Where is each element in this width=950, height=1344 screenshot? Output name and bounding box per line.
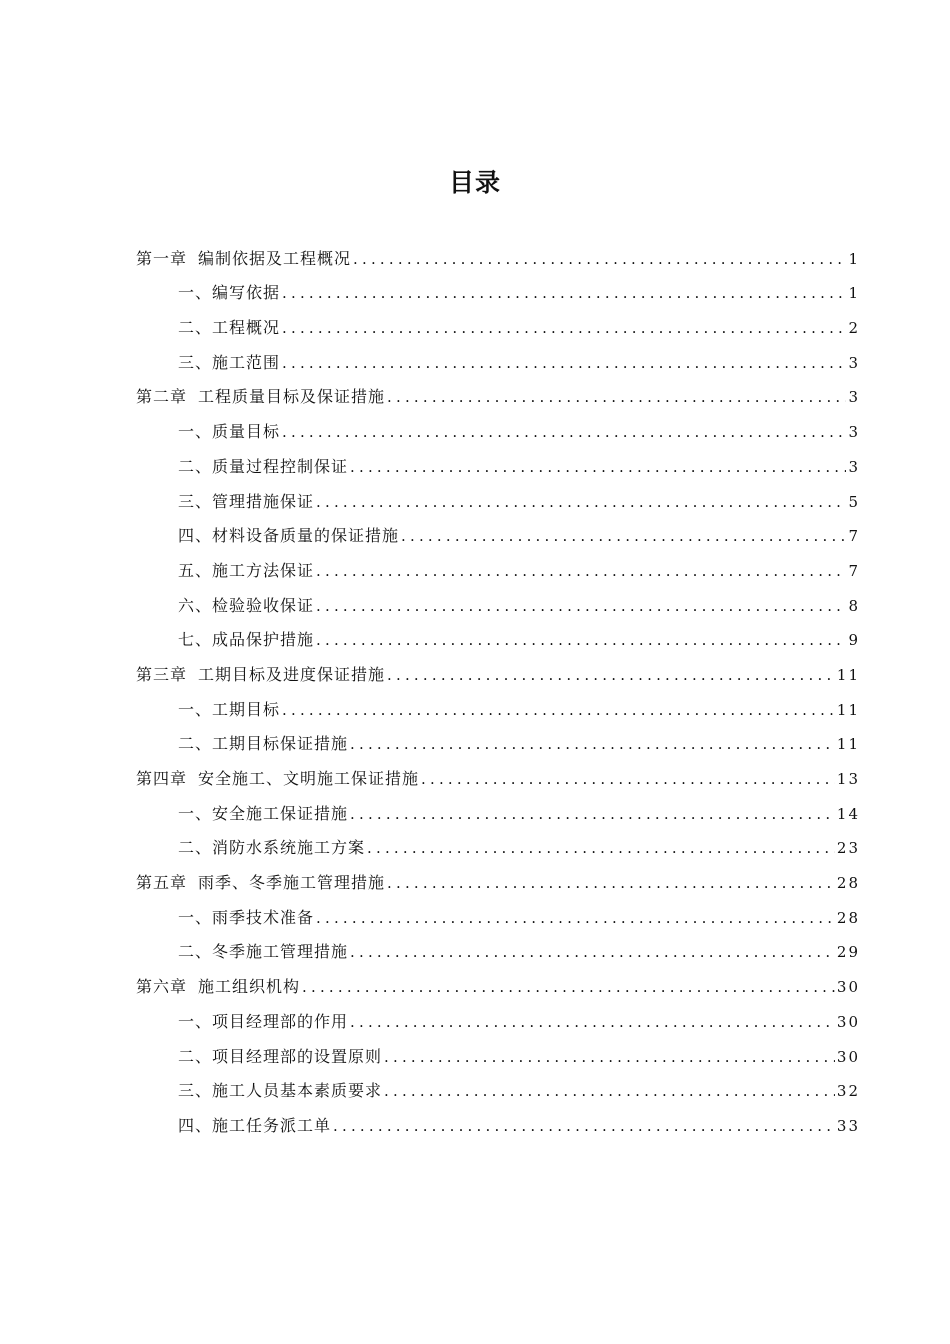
- toc-chapter-entry[interactable]: [136, 858, 858, 893]
- toc-entry-title: 二、冬季施工管理措施: [178, 942, 349, 962]
- toc-chapter-number: 第三章: [136, 664, 188, 684]
- toc-dot-leader: [333, 1116, 835, 1136]
- toc-dot-leader: [350, 942, 835, 962]
- toc-page-number: 7: [848, 527, 860, 546]
- toc-entry-label: [178, 283, 280, 303]
- toc-entry-title: 一、项目经理部的作用: [178, 1011, 349, 1031]
- toc-page-number: 8: [848, 596, 860, 615]
- toc-page-number: 23: [836, 839, 860, 858]
- toc-entry-label: [178, 353, 280, 373]
- toc-entry-label: [178, 700, 280, 720]
- toc-page-number: 28: [836, 874, 860, 893]
- toc-entry-title: 三、施工范围: [178, 352, 281, 372]
- toc-entry-title: 工程质量目标及保证措施: [198, 387, 386, 407]
- toc-entry-title: 三、管理措施保证: [178, 491, 315, 511]
- toc-section-entry[interactable]: [136, 269, 858, 304]
- toc-section-entry[interactable]: [136, 997, 858, 1032]
- toc-entry-label: [178, 838, 365, 858]
- toc-section-entry[interactable]: [136, 477, 858, 512]
- toc-entry-title: 工期目标及进度保证措施: [198, 664, 386, 684]
- toc-page-number: 30: [836, 1012, 860, 1031]
- toc-page-number: 30: [836, 1047, 860, 1066]
- toc-page-number: 14: [836, 804, 860, 823]
- toc-page-number: 33: [836, 1116, 860, 1135]
- toc-page-number: 1: [848, 284, 860, 303]
- toc-section-entry[interactable]: [136, 407, 858, 442]
- toc-dot-leader: [282, 422, 846, 442]
- toc-entry-title: 雨季、冬季施工管理措施: [198, 873, 386, 893]
- toc-entry-title: 六、检验验收保证: [178, 595, 315, 615]
- toc-entry-label: [136, 387, 385, 407]
- toc-entry-label: [178, 908, 314, 928]
- toc-dot-leader: [316, 596, 846, 616]
- toc-entry-label: [178, 942, 348, 962]
- toc-page-number: 13: [836, 770, 860, 788]
- toc-page-number: 11: [836, 665, 860, 684]
- toc-page-number: 30: [836, 978, 860, 997]
- toc-entry-label: [136, 665, 385, 685]
- toc-entry-label: [178, 630, 314, 650]
- toc-chapter-entry[interactable]: [136, 754, 858, 789]
- toc-dot-leader: [350, 457, 846, 477]
- toc-entry-label: [136, 977, 300, 997]
- toc-entry-title: 一、安全施工保证措施: [178, 803, 349, 823]
- toc-page-number: 28: [836, 908, 860, 927]
- toc-chapter-entry[interactable]: [136, 373, 858, 408]
- toc-page-number: 32: [836, 1082, 860, 1101]
- toc-entry-label: [178, 1116, 331, 1136]
- toc-dot-leader: [384, 1081, 835, 1101]
- toc-entry-title: 二、消防水系统施工方案: [178, 838, 366, 858]
- toc-page-number: 3: [848, 423, 860, 442]
- toc-section-entry[interactable]: [136, 616, 858, 651]
- toc-entry-label: [136, 249, 351, 269]
- toc-page-number: 3: [848, 353, 860, 372]
- toc-entry-title: 二、项目经理部的设置原则: [178, 1046, 383, 1066]
- toc-section-entry[interactable]: [136, 442, 858, 477]
- toc-dot-leader: [316, 630, 846, 650]
- toc-chapter-number: 第四章: [136, 769, 188, 788]
- toc-entry-label: [178, 804, 348, 824]
- toc-entry-title: 一、工期目标: [178, 699, 281, 719]
- toc-section-entry[interactable]: [136, 581, 858, 616]
- toc-section-entry[interactable]: [136, 1101, 858, 1136]
- toc-section-entry[interactable]: [136, 338, 858, 373]
- toc-entry-label: [178, 492, 314, 512]
- toc-dot-leader: [316, 908, 835, 928]
- toc-section-entry[interactable]: [136, 1032, 858, 1067]
- toc-section-entry[interactable]: [136, 546, 858, 581]
- toc-entry-title: 七、成品保护措施: [178, 630, 315, 650]
- toc-dot-leader: [316, 492, 846, 512]
- toc-dot-leader: [350, 734, 835, 754]
- toc-entry-label: [178, 526, 399, 546]
- toc-dot-leader: [282, 353, 846, 373]
- toc-section-entry[interactable]: [136, 789, 858, 824]
- toc-page-number: 1: [848, 249, 860, 268]
- toc-entry-label: [178, 318, 280, 338]
- toc-page-number: 3: [848, 388, 860, 407]
- toc-entry-label: [178, 422, 280, 442]
- toc-page-number: 5: [848, 492, 860, 511]
- toc-chapter-entry[interactable]: [136, 234, 858, 269]
- toc-dot-leader: [384, 1047, 835, 1067]
- toc-entry-label: [178, 1081, 382, 1101]
- toc-section-entry[interactable]: [136, 685, 858, 720]
- toc-chapter-entry[interactable]: [136, 962, 858, 997]
- toc-page-number: 3: [848, 457, 860, 476]
- toc-page-number: 7: [848, 561, 860, 580]
- toc-dot-leader: [350, 1012, 835, 1032]
- toc-dot-leader: [316, 561, 846, 581]
- toc-chapter-entry[interactable]: [136, 650, 858, 685]
- toc-section-entry[interactable]: [136, 893, 858, 928]
- toc-section-entry[interactable]: [136, 1067, 858, 1102]
- toc-dot-leader: [302, 977, 835, 997]
- toc-entry-label: [178, 596, 314, 616]
- toc-entry-title: 施工组织机构: [198, 977, 301, 997]
- toc-entry-label: [136, 769, 419, 789]
- toc-chapter-number: 第六章: [136, 977, 188, 997]
- toc-entry-title: 一、编写依据: [178, 283, 281, 303]
- toc-entry-label: [136, 873, 385, 893]
- toc-chapter-number: 第一章: [136, 248, 188, 268]
- toc-chapter-number: 第五章: [136, 873, 188, 893]
- toc-dot-leader: [401, 526, 846, 546]
- toc-dot-leader: [387, 873, 835, 893]
- toc-entry-title: 二、工程概况: [178, 318, 281, 338]
- toc-entry-title: 二、质量过程控制保证: [178, 456, 349, 476]
- toc-section-entry[interactable]: [136, 303, 858, 338]
- toc-dot-leader: [350, 804, 835, 824]
- toc-dot-leader: [282, 283, 846, 303]
- toc-entry-label: [178, 1047, 382, 1067]
- toc-entry-title: 四、材料设备质量的保证措施: [178, 526, 400, 546]
- toc-entry-title: 编制依据及工程概况: [198, 248, 352, 268]
- page-title: 目录: [448, 168, 501, 197]
- toc-page-number: 11: [836, 700, 860, 719]
- toc-entry-title: 二、工期目标保证措施: [178, 734, 349, 754]
- toc-dot-leader: [421, 769, 835, 789]
- toc-dot-leader: [367, 838, 835, 858]
- table-of-contents: [136, 234, 858, 1136]
- toc-section-entry[interactable]: [136, 720, 858, 755]
- toc-page-number: 9: [848, 631, 860, 650]
- toc-section-entry[interactable]: [136, 824, 858, 859]
- toc-dot-leader: [282, 318, 846, 338]
- toc-dot-leader: [387, 665, 835, 685]
- toc-dot-leader: [282, 700, 835, 720]
- toc-dot-leader: [387, 387, 846, 407]
- toc-entry-title: 一、雨季技术准备: [178, 907, 315, 927]
- toc-chapter-number: 第二章: [136, 387, 188, 407]
- toc-entry-title: 安全施工、文明施工保证措施: [198, 769, 420, 788]
- toc-entry-label: [178, 457, 348, 477]
- toc-page-number: 29: [836, 943, 860, 962]
- toc-entry-label: [178, 561, 314, 581]
- toc-section-entry[interactable]: [136, 512, 858, 547]
- toc-entry-title: 五、施工方法保证: [178, 560, 315, 580]
- toc-section-entry[interactable]: [136, 928, 858, 963]
- toc-entry-label: [178, 1012, 348, 1032]
- toc-page-number: 11: [836, 735, 860, 754]
- toc-dot-leader: [353, 249, 846, 269]
- toc-entry-title: 三、施工人员基本素质要求: [178, 1081, 383, 1101]
- toc-page-number: 2: [848, 319, 860, 338]
- toc-entry-title: 一、质量目标: [178, 422, 281, 442]
- toc-entry-label: [178, 734, 348, 754]
- toc-entry-title: 四、施工任务派工单: [178, 1115, 332, 1135]
